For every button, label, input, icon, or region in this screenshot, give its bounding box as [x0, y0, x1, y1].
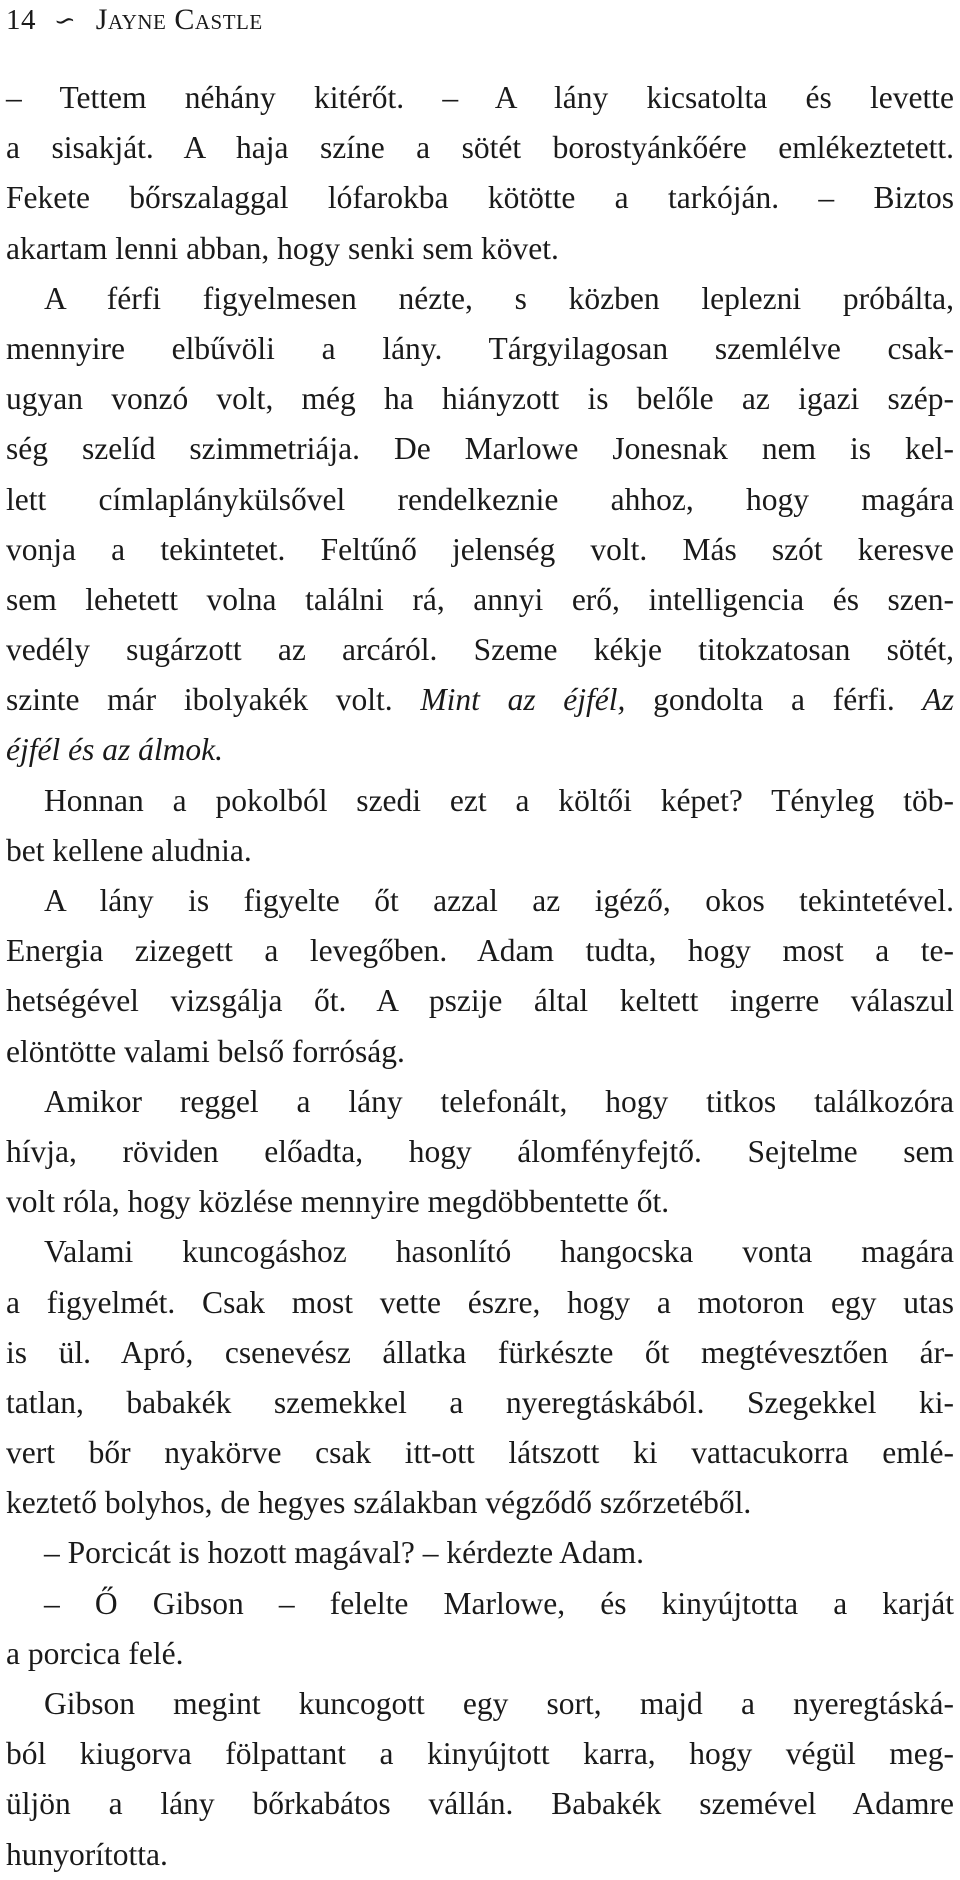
text-line: Amikor reggel a lány telefonált, hogy titkos találkozóra	[44, 1083, 954, 1119]
text-line: a porcica felé.	[6, 1635, 184, 1671]
text-line: Fekete bőrszalaggal lófarokba kötötte a tarkóján. – Biztos	[6, 180, 954, 216]
text-line: A lány is figyelte őt azzal az igéző, okos tekintetével.	[44, 883, 954, 918]
text-line: ség szelíd szimmetriája. De Marlowe Jonesnak nem is kel-	[6, 431, 954, 467]
text-line: vedély sugárzott az arcáról. Szeme kékje titokzatosan sötét,	[6, 632, 954, 668]
text-line: a sisakját. A haja színe a sötét borostyánkőére emlékeztetett.	[6, 130, 954, 166]
text-line: a figyelmét. Csak most vette észre, hogy a motoron egy utas	[6, 1284, 954, 1320]
text-run: szinte már ibolyakék volt.	[6, 682, 421, 718]
italic-thought: Mint az éjfél,	[420, 682, 626, 718]
ornament-icon: ∽	[50, 4, 79, 38]
text-line: sem lehetett volna találni rá, annyi erő, intelligencia és szen-	[6, 581, 954, 617]
text-line	[6, 675, 954, 725]
text-line: akartam lenni abban, hogy senki sem követ.	[6, 230, 559, 266]
text-line: mennyire elbűvöli a lány. Tárgyilagosan szemlélve csak-	[6, 330, 954, 366]
text-line: – Tettem néhány kitérőt. – A lány kicsatolta és levette	[6, 80, 954, 115]
text-run: gondolta a férfi.	[625, 682, 923, 718]
text-line: bet kellene aludnia.	[6, 832, 252, 868]
text-line: A férfi figyelmesen nézte, s közben leplezni próbálta,	[44, 280, 954, 316]
running-head	[6, 2, 263, 39]
text-line: keztető bolyhos, de hegyes szálakban végződő szőrzetéből.	[6, 1485, 752, 1521]
text-line: vert bőr nyakörve csak itt-ott látszott ki vattacukorra emlé-	[6, 1435, 954, 1471]
text-line: Energia zizegett a levegőben. Adam tudta, hogy most a te-	[6, 933, 954, 969]
text-line: ból kiugorva fölpattant a kinyújtott karra, hogy végül meg-	[6, 1736, 954, 1772]
text-line: is ül. Apró, csenevész állatka fürkészte őt megtévesztően ár-	[6, 1334, 954, 1370]
text-line: – Ő Gibson – felelte Marlowe, és kinyújtotta a karját	[44, 1585, 954, 1621]
text-line: ugyan vonzó volt, még ha hiányzott is belőle az igazi szép-	[6, 381, 954, 417]
author-name: Jayne Castle	[95, 3, 263, 36]
text-line: – Porcicát is hozott magával? – kérdezte Adam.	[44, 1535, 645, 1571]
text-line: üljön a lány bőrkabátos vállán. Babakék szemével Adamre	[6, 1786, 954, 1822]
text-line: Honnan a pokolból szedi ezt a költői képet? Tényleg töb-	[44, 782, 954, 818]
italic-thought: éjfél és az álmok.	[6, 732, 223, 768]
text-line: Valami kuncogáshoz hasonlító hangocska vonta magára	[44, 1234, 954, 1270]
text-line: vonja a tekintetet. Feltűnő jelenség volt. Más szót keresve	[6, 531, 954, 567]
body-text	[6, 73, 954, 1880]
text-line	[6, 725, 954, 775]
text-line: Gibson megint kuncogott egy sort, majd a nyeregtáská-	[44, 1686, 954, 1721]
page-number: 14	[6, 4, 36, 36]
text-line: elöntötte valami belső forróság.	[6, 1033, 405, 1069]
text-line: lett címlaplánykülsővel rendelkeznie ahhoz, hogy magára	[6, 481, 954, 517]
text-line: hívja, röviden előadta, hogy álomfényfejtő. Sejtelme sem	[6, 1133, 954, 1169]
text-line: hetségével vizsgálja őt. A pszije által keltett ingerre válaszul	[6, 983, 954, 1019]
italic-thought: Az	[922, 682, 955, 718]
text-line: volt róla, hogy közlése mennyire megdöbbentette őt.	[6, 1184, 670, 1220]
text-line: hunyorította.	[6, 1836, 168, 1872]
text-line: tatlan, babakék szemekkel a nyeregtáskából. Szegekkel ki-	[6, 1384, 954, 1420]
